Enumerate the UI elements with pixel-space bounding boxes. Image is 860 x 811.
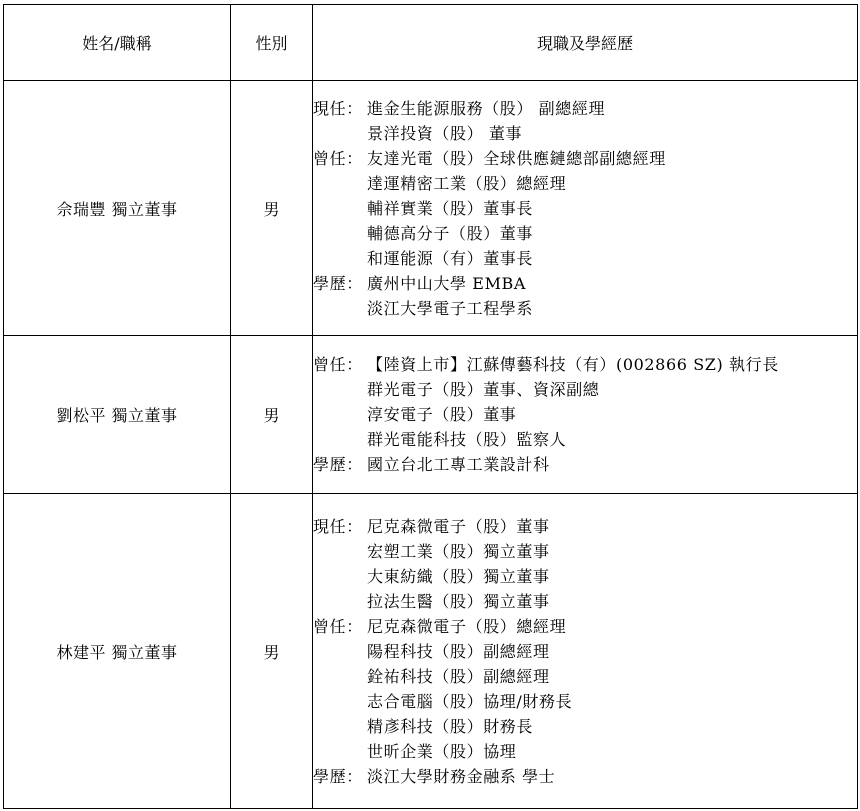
experience-label	[313, 589, 367, 614]
experience-label	[313, 664, 367, 689]
experience-line	[313, 402, 857, 427]
director-name-title: 林建平 獨立董事	[4, 494, 231, 809]
experience-line	[313, 427, 857, 452]
experience-line	[313, 664, 857, 689]
experience-text: 大東紡織（股）獨立董事	[367, 566, 550, 586]
experience-text: 國立台北工專工業設計科	[367, 455, 550, 474]
table-header-row	[4, 5, 858, 81]
experience-line	[313, 271, 857, 296]
experience-text: 廣州中山大學 EMBA	[367, 273, 527, 293]
experience-text: 拉法生醫（股）獨立董事	[367, 591, 550, 611]
director-experience	[313, 494, 858, 809]
experience-line	[313, 121, 857, 146]
experience-text: 群光電子（股）董事、資深副總	[367, 380, 600, 399]
experience-text: 世昕企業（股）協理	[367, 741, 517, 761]
experience-text: 景洋投資（股） 董事	[367, 123, 523, 143]
experience-line	[313, 377, 857, 402]
experience-line	[313, 564, 857, 589]
experience-text: 銓祐科技（股）副總經理	[367, 666, 550, 686]
experience-label	[313, 171, 367, 196]
experience-label: 現任：	[313, 516, 363, 536]
experience-label	[313, 539, 367, 564]
director-experience	[313, 81, 858, 336]
experience-line	[313, 96, 857, 121]
header-gender: 性別	[231, 5, 313, 81]
experience-line	[313, 589, 857, 614]
director-experience	[313, 336, 858, 494]
experience-line	[313, 171, 857, 196]
experience-text: 精彥科技（股）財務長	[367, 716, 534, 736]
director-name-title: 劉松平 獨立董事	[4, 336, 231, 494]
experience-text: 淳安電子（股）董事	[367, 405, 517, 424]
director-gender: 男	[231, 81, 313, 336]
experience-line	[313, 452, 857, 477]
experience-text: 和運能源（有）董事長	[367, 248, 534, 268]
experience-label: 學歷：	[313, 455, 363, 474]
experience-text: 尼克森微電子（股）總經理	[367, 616, 567, 636]
experience-line	[313, 221, 857, 246]
table-row	[4, 336, 858, 494]
experience-label	[313, 246, 367, 271]
experience-line	[313, 196, 857, 221]
experience-line	[313, 352, 857, 377]
experience-text: 淡江大學財務金融系 學士	[367, 766, 556, 786]
experience-text: 群光電能科技（股）監察人	[367, 430, 567, 449]
experience-text: 進金生能源服務（股） 副總經理	[367, 98, 606, 118]
experience-text: 【陸資上市】江蘇傳藝科技（有）(002866 SZ) 執行長	[367, 355, 779, 374]
experience-label: 曾任：	[313, 148, 363, 168]
experience-label	[313, 296, 367, 321]
director-gender: 男	[231, 336, 313, 494]
experience-line	[313, 739, 857, 764]
experience-label	[313, 196, 367, 221]
experience-label: 曾任：	[313, 355, 363, 374]
experience-label: 學歷：	[313, 273, 363, 293]
experience-line	[313, 614, 857, 639]
header-experience: 現職及學經歷	[313, 5, 858, 81]
experience-label: 曾任：	[313, 616, 363, 636]
director-gender: 男	[231, 494, 313, 809]
experience-line	[313, 539, 857, 564]
experience-text: 達運精密工業（股）總經理	[367, 173, 567, 193]
director-name-title: 佘瑞豐 獨立董事	[4, 81, 231, 336]
experience-label	[313, 739, 367, 764]
experience-label	[313, 639, 367, 664]
table-row	[4, 81, 858, 336]
experience-line	[313, 714, 857, 739]
experience-label	[313, 564, 367, 589]
experience-label	[313, 121, 367, 146]
experience-text: 志合電腦（股）協理/財務長	[367, 691, 573, 711]
experience-label: 現任：	[313, 98, 363, 118]
header-name-title: 姓名/職稱	[4, 5, 231, 81]
experience-text: 輔祥實業（股）董事長	[367, 198, 534, 218]
experience-line	[313, 296, 857, 321]
experience-line	[313, 689, 857, 714]
experience-label	[313, 377, 367, 402]
experience-label	[313, 689, 367, 714]
table-row	[4, 494, 858, 809]
experience-text: 陽程科技（股）副總經理	[367, 641, 550, 661]
experience-label: 學歷：	[313, 766, 363, 786]
experience-line	[313, 246, 857, 271]
experience-text: 友達光電（股）全球供應鏈總部副總經理	[367, 148, 666, 168]
experience-text: 淡江大學電子工程學系	[367, 298, 534, 318]
experience-line	[313, 639, 857, 664]
experience-line	[313, 146, 857, 171]
experience-label	[313, 221, 367, 246]
directors-table	[3, 4, 858, 809]
experience-label	[313, 402, 367, 427]
experience-line	[313, 514, 857, 539]
experience-text: 尼克森微電子（股）董事	[367, 516, 550, 536]
experience-text: 宏塑工業（股）獨立董事	[367, 541, 550, 561]
experience-text: 輔德高分子（股）董事	[367, 223, 534, 243]
experience-label	[313, 427, 367, 452]
experience-line	[313, 764, 857, 789]
experience-label	[313, 714, 367, 739]
